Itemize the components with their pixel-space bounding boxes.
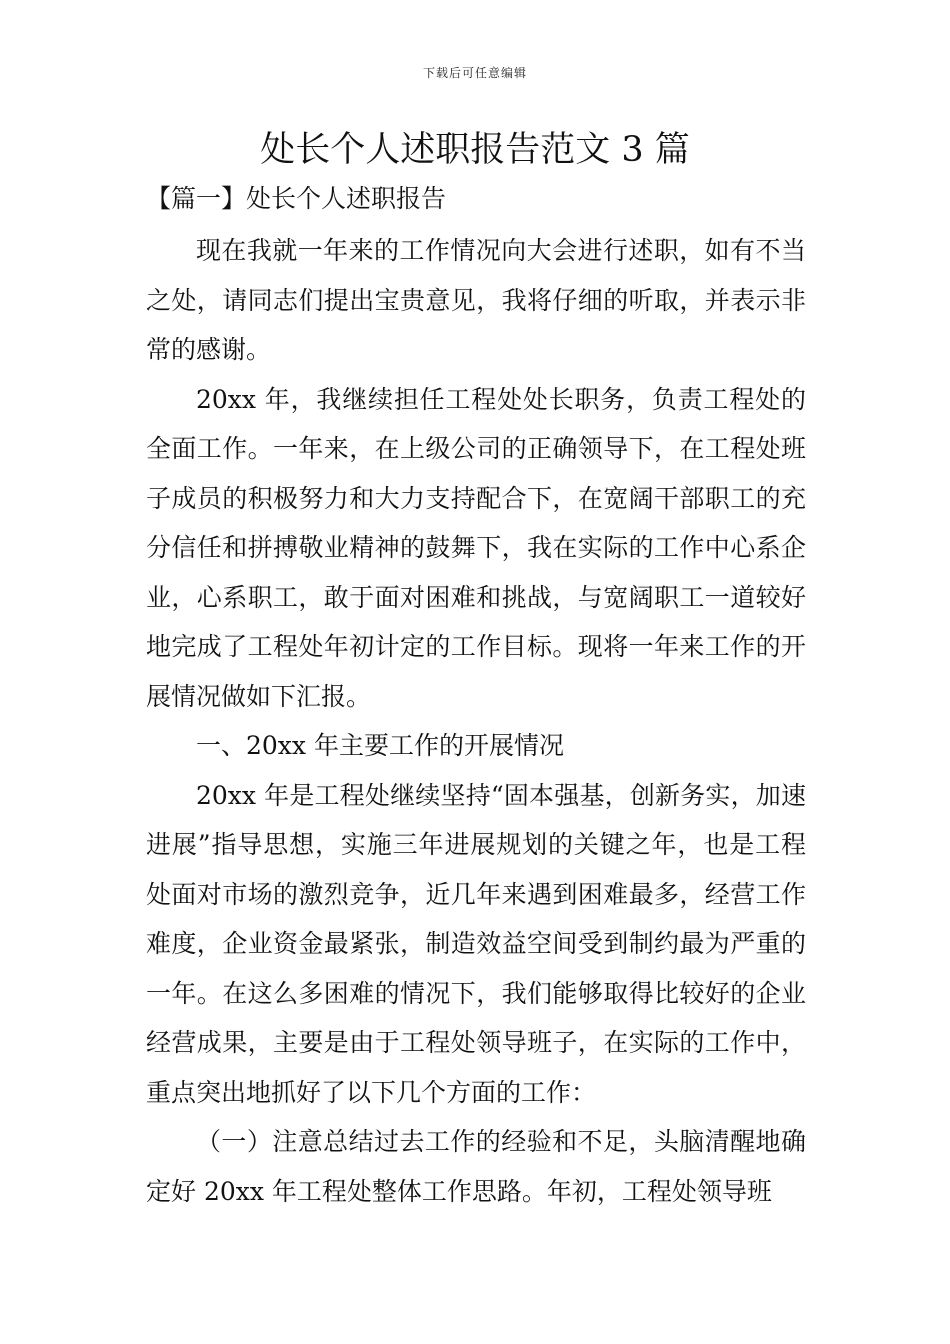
paragraph-main-work: 20xx 年是工程处继续坚持“固本强基，创新务实，加速进展”指导思想，实施三年进展规划的关键之年，也是工程处面对市场的激烈竞争，近几年来遇到困难最多，经营工作难度，企业资金最紧张，制造效益空间受到制约最为严重的一年。在这么多困难的情况下，我们能够取得比较好的企业经营成果，主要是由于工程处领导班子，在实际的工作中，重点突出地抓好了以下几个方面的工作： bbox=[146, 780, 806, 1107]
section-heading: 【篇一】处长个人述职报告 bbox=[146, 184, 447, 213]
document-body bbox=[146, 226, 806, 1216]
paragraph-item-one: （一）注意总结过去工作的经验和不足，头脑清醒地确定好 20xx 年工程处整体工作思路。年初，工程处领导班 bbox=[146, 1127, 806, 1206]
header-note: 下载后可任意编辑 bbox=[422, 66, 527, 80]
paragraph-opening: 现在我就一年来的工作情况向大会进行述职，如有不当之处，请同志们提出宝贵意见，我将仔细的听取，并表示非常的感谢。 bbox=[146, 236, 806, 364]
document-title: 处长个人述职报告范文 3 篇 bbox=[260, 130, 690, 170]
subheading-main-work: 一、20xx 年主要工作的开展情况 bbox=[196, 731, 564, 760]
paragraph-overview: 20xx 年，我继续担任工程处处长职务，负责工程处的全面工作。一年来，在上级公司的正确领导下，在工程处班子成员的积极努力和大力支持配合下，在宽阔干部职工的充分信任和拼搏敬业精神的鼓舞下，我在实际的工作中心系企业，心系职工，敢于面对困难和挑战，与宽阔职工一道较好地完成了工程处年初计定的工作目标。现将一年来工作的开展情况做如下汇报。 bbox=[146, 384, 806, 711]
